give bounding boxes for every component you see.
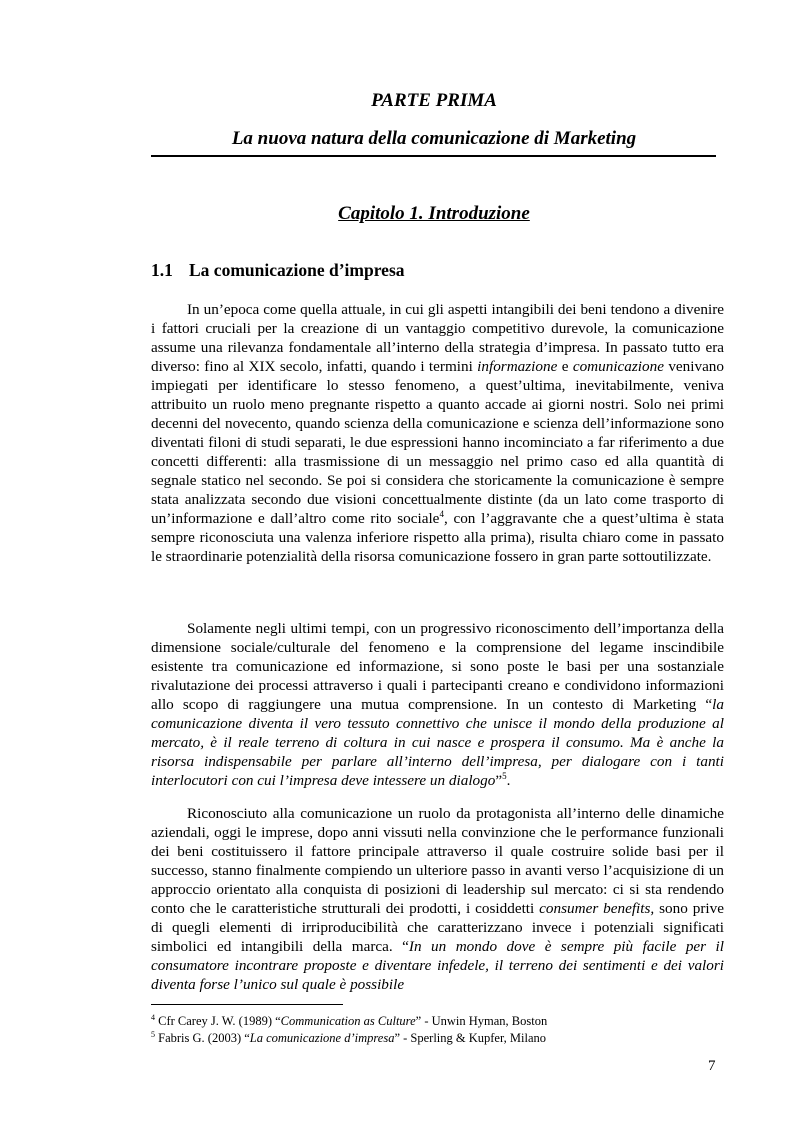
paragraph-2 bbox=[151, 619, 724, 790]
section-number: 1.1 bbox=[151, 260, 173, 280]
paragraph-text: venivano impiegati per identificare lo stesso fenomeno, a quest’ultima, inevitabilmente, veniva attribuito un ruolo meno pregnante rispetto a quanto accade ai giorni nostri. Solo nei primi decenni del novecento, quando scienza della comunicazione e scienza dell’informazione sono diventati filoni di studi separati, le due espressioni hanno incominciato a far riferimento a due concetti differenti: alla trasmissione di un messaggio nel primo caso ed alla quantità di segnale statico nel secondo. Se poi si considera che storicamente la comunicazione è sempre stata analizzata secondo due visioni concettualmente distinte (da un lato come trasporto di un’informazione e dall’altro come rito sociale bbox=[151, 358, 724, 527]
italic-term: informazione bbox=[477, 358, 558, 375]
footnote-number: 4 bbox=[151, 1012, 155, 1022]
paragraph-text: ” bbox=[495, 772, 503, 789]
paragraph-3 bbox=[151, 804, 724, 994]
paragraph-text: Riconosciuto alla comunicazione un ruolo da protagonista all’interno delle dinamiche aziendali, oggi le imprese, dopo anni vissuti nella convinzione che le performance funzionali dei beni costituissero il fattore principale attraverso il quale costruire solide basi per il successo, stanno finalmente compiendo un ulteriore passo in avanti verso l’acquisizione di un approccio orientato alla conquista di posizioni di leadership sul mercato: ci si sta rendendo conto che le caratteristiche strutturali dei prodotti, i cosiddetti bbox=[151, 805, 724, 917]
italic-quote: la comunicazione diventa il vero tessuto connettivo che unisce il mondo della produzione al mercato, è il reale terreno di coltura in cui nasce e prospera il consumo. Ma è anche la risorsa indispensabile per parlare all’interno dell’impresa, per dialogare con i tanti interlocutori con cui l’impresa deve intessere un dialogo bbox=[151, 696, 724, 789]
part-subtitle: La nuova natura della comunicazione di Marketing bbox=[231, 128, 637, 149]
footnote-text: Fabris G. (2003) “ bbox=[155, 1031, 250, 1045]
part-title: PARTE PRIMA bbox=[371, 90, 497, 111]
italic-term: consumer benefits, bbox=[539, 900, 655, 917]
italic-quote: In un mondo dove è sempre più facile per il consumatore incontrare proposte e diventare infedele, il terreno dei sentimenti e dei valori diventa forse l’unico sul quale è possibile bbox=[151, 938, 724, 993]
footnote-ref-5: 5 bbox=[502, 770, 507, 781]
footnote-5 bbox=[151, 1031, 546, 1046]
paragraph-text: , con l’aggravante che a quest’ultima è stata sempre riconosciuta una valenza inferiore rispetto alla prima), risulta chiaro come in passato le straordinarie potenzialità della risorsa comunicazione fossero in gran parte sottoutilizzate. bbox=[151, 510, 724, 565]
footnote-4 bbox=[151, 1014, 547, 1029]
page-number: 7 bbox=[708, 1058, 716, 1074]
title-divider bbox=[151, 155, 716, 157]
footnote-title: Communication as Culture bbox=[280, 1014, 416, 1028]
footnote-divider bbox=[151, 1004, 343, 1005]
footnote-text: ” - Unwin Hyman, Boston bbox=[415, 1014, 548, 1028]
paragraph-1 bbox=[151, 300, 724, 566]
footnote-ref-4: 4 bbox=[439, 508, 444, 519]
paragraph-text: sono prive di quegli elementi di irriproducibilità che caratterizzano invece i potenziali significati simbolici ed intangibili della marca. “ bbox=[151, 900, 724, 955]
footnote-title: La comunicazione d’impresa bbox=[249, 1031, 395, 1045]
footnote-text: Cfr Carey J. W. (1989) “ bbox=[155, 1014, 281, 1028]
footnote-text: ” - Sperling & Kupfer, Milano bbox=[394, 1031, 547, 1045]
section-heading bbox=[151, 260, 405, 281]
section-title: La comunicazione d’impresa bbox=[189, 260, 405, 280]
chapter-title: Capitolo 1. Introduzione bbox=[338, 203, 530, 224]
paragraph-text: Solamente negli ultimi tempi, con un progressivo riconoscimento dell’importanza della dimensione sociale/culturale del fenomeno e la comprensione del legame inscindibile esistente tra comunicazione ed informazione, si sono poste le basi per una sostanziale rivalutazione dei processi attraverso i quali i partecipanti creano e condividono informazioni allo scopo di raggiungere una mutua comprensione. In un contesto di Marketing “ bbox=[151, 620, 724, 713]
footnote-number: 5 bbox=[151, 1029, 155, 1039]
italic-term: comunicazione bbox=[572, 358, 664, 375]
paragraph-text: In un’epoca come quella attuale, in cui gli aspetti intangibili dei beni tendono a divenire i fattori cruciali per la creazione di un vantaggio competitivo durevole, la comunicazione assume una rilevanza fondamentale all’interno della strategia d’impresa. In passato tutto era diverso: fino al XIX secolo, infatti, quando i termini bbox=[151, 301, 724, 375]
paragraph-text: e bbox=[557, 358, 573, 375]
paragraph-text: . bbox=[506, 772, 511, 789]
